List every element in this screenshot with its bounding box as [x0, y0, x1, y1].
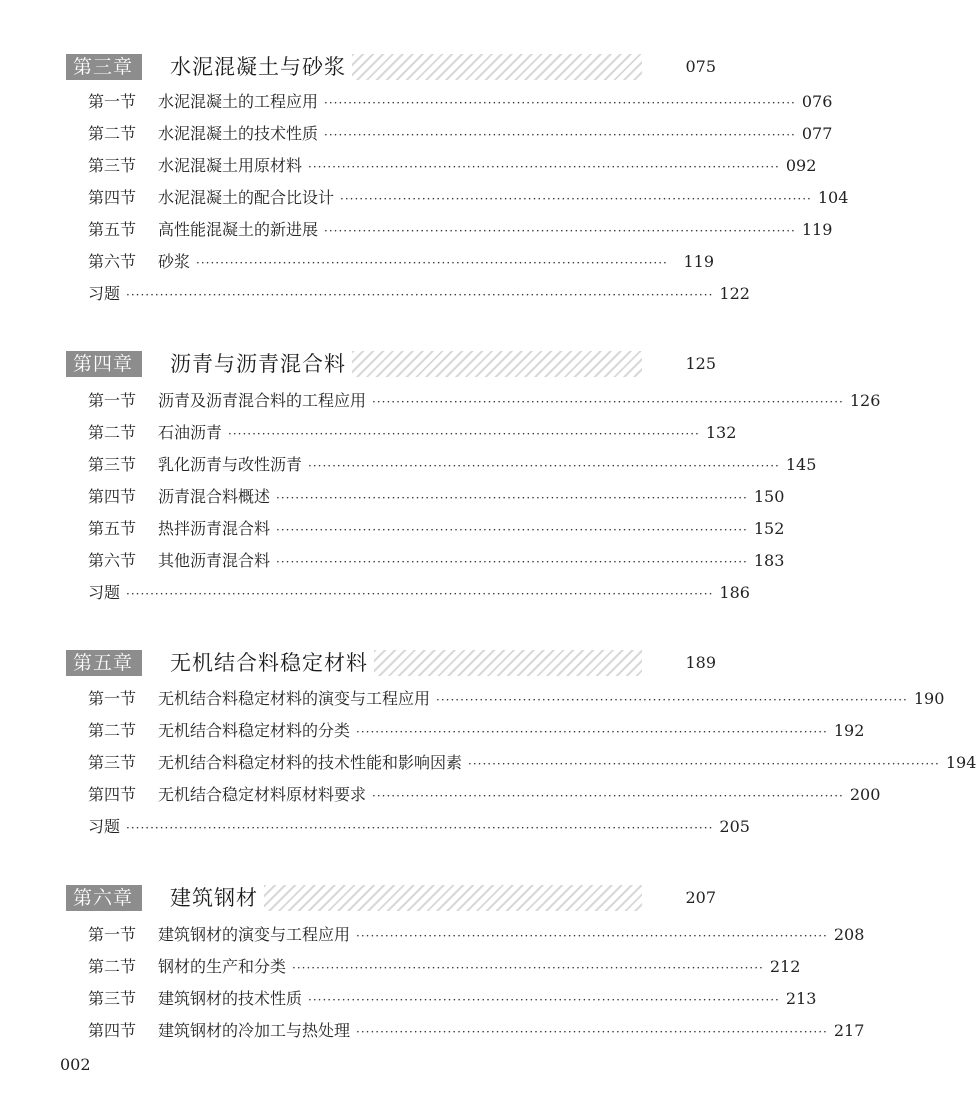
section-number: 第五节 [88, 519, 137, 538]
section-number: 第四节 [88, 785, 137, 804]
dot-leader: ·································································································· [356, 725, 828, 739]
exercise-title: 习题 [88, 284, 121, 303]
toc-entry[interactable] [88, 987, 817, 1011]
toc-entry[interactable] [88, 218, 833, 242]
toc-exercise-entry[interactable] [88, 815, 750, 839]
hatch-decoration [352, 351, 642, 377]
page-number: 212 [769, 957, 801, 976]
section-number: 第二节 [88, 957, 137, 976]
chapter-heading-4[interactable] [66, 348, 716, 378]
chapter-label: 第五章 [66, 650, 142, 676]
page-number: 132 [705, 423, 737, 442]
chapter-title: 无机结合料稳定材料 [170, 647, 374, 677]
page-number: 200 [849, 785, 881, 804]
dot-leader: ·································································································· [228, 427, 700, 441]
page-number: 150 [753, 487, 785, 506]
page-number: 126 [849, 391, 881, 410]
toc-exercise-entry[interactable] [88, 282, 750, 306]
section-number: 第二节 [88, 721, 137, 740]
hatch-decoration [264, 885, 642, 911]
toc-entry[interactable] [88, 122, 833, 146]
section-number: 第三节 [88, 455, 137, 474]
dot-leader: ·································································································· [468, 757, 940, 771]
section-title: 无机结合料稳定材料的分类 [158, 721, 351, 740]
dot-leader: ·································································································· [276, 555, 748, 569]
chapter-page-number: 075 [685, 57, 716, 76]
section-title: 其他沥青混合料 [158, 551, 271, 570]
dot-leader: ·································································································· [276, 491, 748, 505]
toc-entry[interactable] [88, 783, 881, 807]
page-number: 104 [817, 188, 849, 207]
dot-leader: ·································································································· [356, 929, 828, 943]
section-number: 第三节 [88, 753, 137, 772]
chapter-page-number: 125 [685, 354, 716, 373]
page-number: 205 [719, 817, 750, 836]
chapter-label: 第四章 [66, 351, 142, 377]
dot-leader: ·································································································· [340, 192, 812, 206]
dot-leader: ·································································································· [308, 993, 780, 1007]
page-number: 119 [683, 252, 714, 271]
section-title: 石油沥青 [158, 423, 223, 442]
section-number: 第三节 [88, 156, 137, 175]
toc-entry[interactable] [88, 517, 785, 541]
chapter-heading-5[interactable] [66, 647, 716, 677]
page-number: 145 [785, 455, 817, 474]
section-title: 无机结合稳定材料原材料要求 [158, 785, 367, 804]
section-number: 第三节 [88, 989, 137, 1008]
section-number: 第六节 [88, 551, 137, 570]
chapter-heading-3[interactable] [66, 51, 716, 81]
dot-leader: ·································································································· [308, 160, 780, 174]
section-number: 第一节 [88, 925, 137, 944]
dot-leader: ·································································································· [356, 1025, 828, 1039]
dot-leader: ·································································································· [436, 693, 908, 707]
toc-entry[interactable] [88, 154, 817, 178]
page-number: 194 [945, 753, 976, 772]
section-title: 水泥混凝土用原材料 [158, 156, 303, 175]
toc-entry[interactable] [88, 453, 817, 477]
toc-entry[interactable] [88, 955, 801, 979]
page-number: 217 [833, 1021, 865, 1040]
dot-leader: ·································································································· [292, 961, 764, 975]
toc-entry[interactable] [88, 250, 714, 274]
page-number: 213 [785, 989, 817, 1008]
page-number: 186 [719, 583, 750, 602]
section-number: 第四节 [88, 1021, 137, 1040]
section-number: 第二节 [88, 423, 137, 442]
dot-leader: ·································································································· [372, 395, 844, 409]
page-number: 208 [833, 925, 865, 944]
page-number: 076 [801, 92, 833, 111]
section-title: 无机结合料稳定材料的演变与工程应用 [158, 689, 431, 708]
section-number: 第五节 [88, 220, 137, 239]
toc-entry[interactable] [88, 687, 945, 711]
hatch-decoration [374, 650, 642, 676]
toc-entry[interactable] [88, 751, 976, 775]
chapter-title: 建筑钢材 [170, 882, 264, 912]
toc-entry[interactable] [88, 186, 849, 210]
section-title: 沥青及沥青混合料的工程应用 [158, 391, 367, 410]
dot-leader: ·························································································································· [126, 587, 714, 601]
toc-entry[interactable] [88, 485, 785, 509]
section-title: 无机结合料稳定材料的技术性能和影响因素 [158, 753, 463, 772]
section-title: 建筑钢材的冷加工与热处理 [158, 1021, 351, 1040]
toc-entry[interactable] [88, 90, 833, 114]
toc-entry[interactable] [88, 421, 737, 445]
section-title: 水泥混凝土的技术性质 [158, 124, 319, 143]
section-title: 沥青混合料概述 [158, 487, 271, 506]
chapter-heading-6[interactable] [66, 882, 716, 912]
page-number: 183 [753, 551, 785, 570]
section-title: 砂浆 [158, 252, 191, 271]
chapter-page-number: 207 [685, 888, 716, 907]
page-number: 152 [753, 519, 785, 538]
section-number: 第一节 [88, 391, 137, 410]
chapter-label: 第三章 [66, 54, 142, 80]
section-number: 第一节 [88, 92, 137, 111]
section-title: 水泥混凝土的配合比设计 [158, 188, 335, 207]
page-number: 122 [719, 284, 750, 303]
section-number: 第四节 [88, 487, 137, 506]
dot-leader: ·································································································· [372, 789, 844, 803]
section-number: 第六节 [88, 252, 137, 271]
hatch-decoration [352, 54, 642, 80]
chapter-title: 沥青与沥青混合料 [170, 348, 352, 378]
toc-entry[interactable] [88, 1019, 865, 1043]
section-title: 乳化沥青与改性沥青 [158, 455, 303, 474]
dot-leader: ·························································································································· [126, 288, 714, 302]
dot-leader: ·································································································· [324, 128, 796, 142]
section-title: 建筑钢材的演变与工程应用 [158, 925, 351, 944]
chapter-title: 水泥混凝土与砂浆 [170, 51, 352, 81]
page-number: 192 [833, 721, 865, 740]
dot-leader: ·································································································· [196, 256, 668, 270]
page-number: 092 [785, 156, 817, 175]
chapter-page-number: 189 [685, 653, 716, 672]
dot-leader: ·························································································································· [126, 821, 714, 835]
page-number: 190 [913, 689, 945, 708]
exercise-title: 习题 [88, 583, 121, 602]
exercise-title: 习题 [88, 817, 121, 836]
toc-exercise-entry[interactable] [88, 581, 750, 605]
chapter-label: 第六章 [66, 885, 142, 911]
dot-leader: ·································································································· [308, 459, 780, 473]
section-title: 钢材的生产和分类 [158, 957, 287, 976]
section-number: 第四节 [88, 188, 137, 207]
page-number: 119 [801, 220, 833, 239]
section-title: 建筑钢材的技术性质 [158, 989, 303, 1008]
toc-entry[interactable] [88, 719, 865, 743]
toc-entry[interactable] [88, 923, 865, 947]
page-number: 077 [801, 124, 833, 143]
section-number: 第二节 [88, 124, 137, 143]
section-title: 水泥混凝土的工程应用 [158, 92, 319, 111]
folio-page-number: 002 [60, 1055, 91, 1074]
section-title: 热拌沥青混合料 [158, 519, 271, 538]
section-number: 第一节 [88, 689, 137, 708]
dot-leader: ·································································································· [324, 96, 796, 110]
toc-entry[interactable] [88, 389, 881, 413]
dot-leader: ·································································································· [276, 523, 748, 537]
toc-entry[interactable] [88, 549, 785, 573]
dot-leader: ·································································································· [324, 224, 796, 238]
section-title: 高性能混凝土的新进展 [158, 220, 319, 239]
